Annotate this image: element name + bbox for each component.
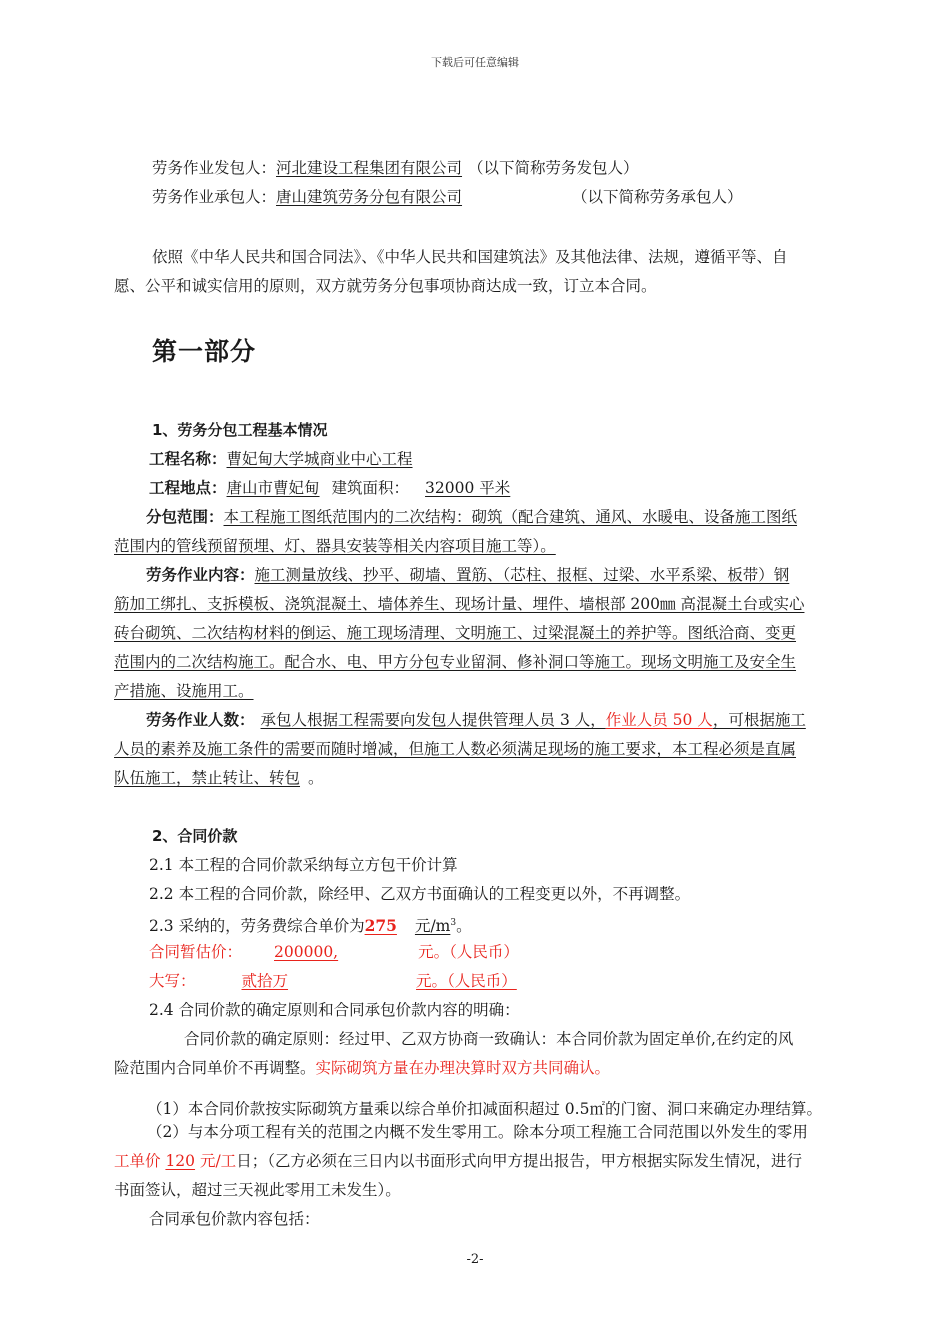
people-workers: 作业人员 50 人 <box>605 711 713 729</box>
employer-name: 河北建设工程集团有限公司 <box>276 159 463 177</box>
contractor-line <box>152 187 743 207</box>
note-2-line-2 <box>114 1151 802 1171</box>
estimate-line <box>149 942 519 962</box>
work-text-1: 施工测量放线、抄平、砌墙、置筋、（芯柱、报框、过梁、水平系梁、板带）钢 <box>254 566 790 584</box>
work-label: 劳务作业内容： <box>146 566 255 584</box>
section-2-title: 2、合同价款 <box>152 827 238 845</box>
capital-unit: 元。（人民币） <box>416 972 517 990</box>
scope-label: 分包范围： <box>146 508 224 526</box>
item-2-3-prefix: 2.3 采纳的，劳务费综合单价为 <box>149 917 365 936</box>
item-2-4: 2.4 合同价款的确定原则和合同承包价款内容的明确： <box>149 1001 520 1019</box>
item-2-2: 2.2 本工程的合同价款，除经甲、乙双方书面确认的工程变更以外，不再调整。 <box>149 885 691 903</box>
principle-line-1: 合同价款的确定原则：经过甲、乙双方协商一致确认：本合同价款为固定单价,在约定的风 <box>184 1030 794 1048</box>
item-2-3 <box>149 913 472 936</box>
work-line-1 <box>146 565 789 585</box>
note-1: （1）本合同价款按实际砌筑方量乘以综合单价扣减面积超过 0.5㎡的门窗、洞口来确定办理结算。 <box>147 1100 822 1118</box>
note-2-line-1: （2）与本分项工程有关的范围之内概不发生零用工。除本分项工程施工合同范围以外发生的零用 <box>147 1123 808 1141</box>
principle-red: 实际砌筑方量在办理决算时双方共同确认。 <box>315 1059 611 1077</box>
principle-text-2: 险范围内合同单价不再调整。 <box>114 1059 316 1077</box>
project-name-line <box>149 449 413 469</box>
area-label: 建筑面积： <box>331 479 410 497</box>
item-2-3-end: 。 <box>456 917 472 936</box>
note-2-line-3: 书面签认，超过三天视此零用工未发生）。 <box>114 1181 401 1199</box>
location: 唐山市曹妃甸 <box>226 479 320 497</box>
people-text-3-end: 。 <box>308 769 324 787</box>
contractor-label: 劳务作业承包人： <box>152 188 277 206</box>
location-line <box>149 478 602 498</box>
header-note: 下载后可任意编辑 <box>431 56 519 69</box>
item-2-1: 2.1 本工程的合同价款采纳每立方包干价计算 <box>149 856 458 874</box>
people-line-1 <box>146 710 806 730</box>
scope-line-1 <box>146 507 797 527</box>
work-line-4: 范围内的二次结构施工。配合水、电、甲方分包专业留洞、修补洞口等施工。现场文明施工及安全生 <box>114 653 797 671</box>
estimate-value: 200000, <box>274 943 339 961</box>
section-1-title: 1、劳务分包工程基本情况 <box>152 421 328 439</box>
item-2-3-sup: 3 <box>450 918 457 928</box>
day-rate: 120 <box>165 1152 196 1170</box>
people-text-1a: 承包人根据工程需要向发包人提供管理人员 3 人， <box>260 711 606 729</box>
project-name-label: 工程名称： <box>149 450 227 468</box>
scope-line-2: 范围内的管线预留预埋、灯、器具安装等相关内容项目施工等）。 <box>114 537 556 555</box>
estimate-unit: 元。（人民币） <box>418 943 519 961</box>
contractor-note: （以下简称劳务承包人） <box>572 188 743 206</box>
people-line-3 <box>114 768 324 788</box>
page-number: -2- <box>466 1252 484 1267</box>
people-text-3: 队伍施工，禁止转让、转包 <box>114 769 301 787</box>
estimate-label: 合同暂估价： <box>149 943 243 961</box>
employer-label: 劳务作业发包人： <box>152 159 277 177</box>
content-intro: 合同承包价款内容包括： <box>149 1210 320 1228</box>
principle-line-2 <box>114 1058 610 1078</box>
day-rate-unit: 元/工 <box>195 1152 237 1170</box>
contractor-name: 唐山建筑劳务分包有限公司 <box>276 188 463 206</box>
item-2-3-unit: 元/m <box>414 917 451 936</box>
work-line-3: 砖台砌筑、二次结构材料的倒运、施工现场清理、文明施工、过梁混凝土的养护等。图纸洽商、变更 <box>114 624 797 642</box>
scope-text-1: 本工程施工图纸范围内的二次结构：砌筑（配合建筑、通风、水暖电、设备施工图纸 <box>223 508 798 526</box>
area-value: 32000 平米 <box>425 479 511 497</box>
people-line-2: 人员的素养及施工条件的需要而随时增减，但施工人数必须满足现场的施工要求，本工程必须是直属 <box>114 740 797 758</box>
people-text-1b: ，可根据施工 <box>712 711 806 729</box>
part-heading: 第一部分 <box>152 337 257 366</box>
unit-price: 275 <box>364 916 397 936</box>
project-name: 曹妃甸大学城商业中心工程 <box>226 450 413 468</box>
work-line-5: 产措施、设施用工。 <box>114 682 254 700</box>
employer-line <box>152 158 639 178</box>
employer-note: （以下简称劳务发包人） <box>468 159 639 177</box>
people-label: 劳务作业人数： <box>146 711 255 729</box>
location-label: 工程地点： <box>149 479 227 497</box>
work-line-2: 筋加工绑扎、支拆模板、浇筑混凝土、墙体养生、现场计量、埋件、墙根部 200㎜ 高混凝土台或实心 <box>114 595 805 613</box>
day-rate-label: 工单价 <box>114 1152 166 1170</box>
capital-label: 大写： <box>149 972 196 990</box>
preamble-line-2: 愿、公平和诚实信用的原则，双方就劳务分包事项协商达成一致，订立本合同。 <box>114 277 657 295</box>
preamble-line-1: 依照《中华人民共和国合同法》、《中华人民共和国建筑法》及其他法律、法规，遵循平等、自 <box>152 248 788 266</box>
note-2-text-2: 日；（乙方必须在三日内以书面形式向甲方提出报告，甲方根据实际发生情况，进行 <box>236 1152 802 1170</box>
capital-value: 贰拾万 <box>241 972 289 990</box>
capital-line <box>149 971 517 991</box>
